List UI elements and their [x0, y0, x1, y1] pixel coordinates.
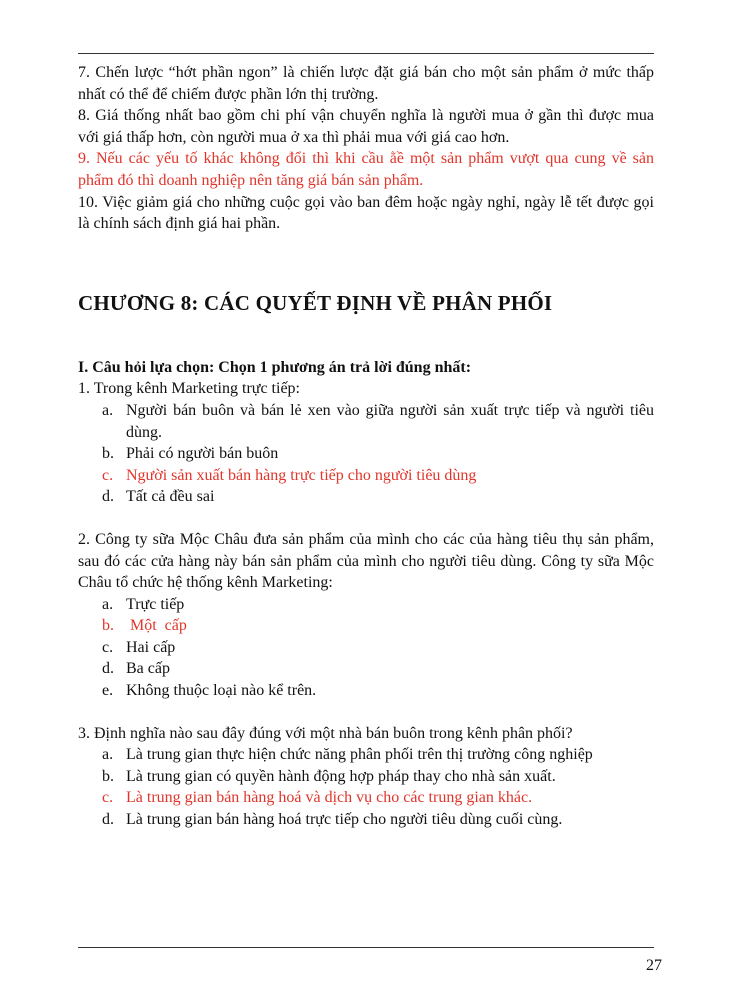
statement-10: 10. Việc giảm giá cho những cuộc gọi vào ban đêm hoặc ngày nghỉ, ngày lễ tết được gọi là chính sách định giá hai phần. [78, 193, 654, 233]
option-letter: a. [102, 595, 114, 613]
option-a [78, 594, 654, 616]
spacer [78, 508, 654, 529]
option-text: Người bán buôn và bán lẻ xen vào giữa người sản xuất trực tiếp và người tiêu dùng. [126, 401, 654, 441]
statements-list [78, 62, 654, 235]
options-list [78, 594, 654, 702]
option-d [78, 658, 654, 680]
options-list [78, 744, 654, 830]
option-a [78, 744, 654, 766]
option-text: Tất cả đều sai [126, 488, 215, 506]
option-c-correct [78, 787, 654, 809]
option-e [78, 680, 654, 702]
option-text: Người sản xuất bán hàng trực tiếp cho người tiêu dùng [126, 466, 477, 484]
option-letter: a. [102, 746, 114, 764]
option-c [78, 637, 654, 659]
options-list [78, 400, 654, 508]
option-a [78, 400, 654, 443]
option-d [78, 486, 654, 508]
question-2 [78, 529, 654, 702]
option-letter: b. [102, 445, 114, 463]
option-text: Trực tiếp [126, 595, 185, 613]
option-letter: d. [102, 811, 114, 829]
question-3 [78, 723, 654, 831]
statement-7: 7. Chến lược “hớt phần ngon” là chiến lược đặt giá bán cho một sản phẩm ở mức thấp nhất có thể để chiếm được phần lớn thị trường. [78, 64, 654, 103]
option-c-correct [78, 465, 654, 487]
option-b [78, 443, 654, 465]
statement-8: 8. Giá thống nhất bao gồm chi phí vận chuyển nghĩa là người mua ở gần thì được mua với giá thấp hơn, còn người mua ở xa thì phải mua với giá cao hơn. [78, 107, 654, 146]
chapter-title: CHƯƠNG 8: CÁC QUYẾT ĐỊNH VỀ PHÂN PHỐI [78, 290, 553, 315]
footer-rule [78, 947, 654, 948]
option-text: Ba cấp [126, 660, 170, 678]
question-text: 1. Trong kênh Marketing trực tiếp: [78, 380, 300, 398]
section-title: I. Câu hỏi lựa chọn: Chọn 1 phương án trả lời đúng nhất: [78, 358, 472, 376]
option-letter: e. [102, 682, 114, 700]
header-rule [78, 53, 654, 54]
option-letter: c. [102, 466, 114, 484]
statement-9: 9. Nếu các yếu tố khác không đổi thì khi cầu ằề một sản phẩm vượt qua cung về sản phẩm đó thì doanh nghiệp nên tăng giá bán sản phẩm. [78, 150, 654, 189]
option-text: Một cấp [126, 617, 187, 635]
spacer [78, 702, 654, 723]
option-letter: c. [102, 789, 114, 807]
option-text: Hai cấp [126, 638, 176, 656]
option-letter: a. [102, 401, 114, 419]
option-letter: c. [102, 638, 114, 656]
option-letter: b. [102, 767, 114, 785]
option-letter: d. [102, 488, 114, 506]
option-letter: d. [102, 660, 114, 678]
option-letter: b. [102, 617, 114, 635]
option-text: Là trung gian thực hiện chức năng phân phối trên thị trường công nghiệp [126, 746, 593, 764]
option-text: Là trung gian có quyền hành động hợp pháp thay cho nhà sản xuất. [126, 767, 556, 785]
question-text: 2. Công ty sữa Mộc Châu đưa sản phẩm của mình cho các của hàng tiêu thụ sản phẩm, sau đó các cửa hàng này bán sản phẩm của mình cho người tiêu dùng. Công ty sữa Mộc Châu tổ chức hệ thống kênh Marketing: [78, 530, 654, 592]
option-text: Phải có người bán buôn [126, 445, 279, 463]
option-b-correct [78, 615, 654, 637]
option-text: Không thuộc loại nào kể trên. [126, 682, 317, 700]
page-content [78, 62, 654, 831]
option-b [78, 766, 654, 788]
option-text: Là trung gian bán hàng hoá trực tiếp cho người tiêu dùng cuối cùng. [126, 811, 563, 829]
page-number: 27 [646, 957, 662, 974]
option-text: Là trung gian bán hàng hoá và dịch vụ cho các trung gian khác. [126, 789, 533, 807]
option-d [78, 809, 654, 831]
question-text: 3. Định nghĩa nào sau đây đúng với một nhà bán buôn trong kênh phân phối? [78, 724, 573, 742]
question-1 [78, 378, 654, 508]
